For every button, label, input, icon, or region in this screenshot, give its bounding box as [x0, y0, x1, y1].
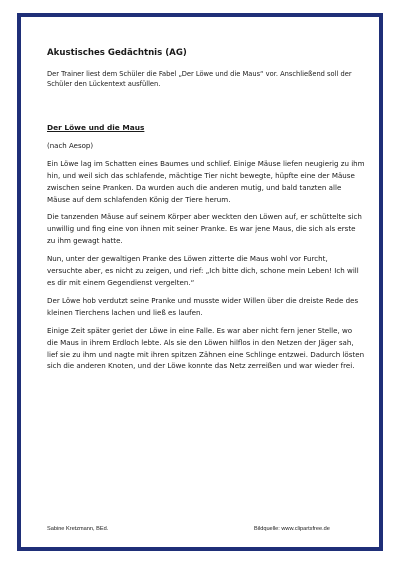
document-body [47, 48, 365, 378]
story-paragraph-1: Ein Löwe lag im Schatten eines Baumes und schlief. Einige Mäuse liefen neugierig zu ihm hin, und weil sich das schlafende, mächtige Tier nicht bewegte, hüpfte eine der Mäuse zwischen seine Pranken. Da wurden auch die anderen mutig, und bald tanzten alle Mäuse auf dem schlafenden König der Tiere herum. [47, 158, 365, 204]
footer-author: Sabine Kretzmann, BEd. [47, 526, 109, 532]
story-paragraph-4: Der Löwe hob verdutzt seine Pranke und musste wider Willen über die dreiste Rede des kleinen Tierchens lachen und ließ es laufen. [47, 295, 359, 317]
story-title: Der Löwe und die Maus [47, 122, 145, 132]
story-paragraph-5: Einige Zeit später geriet der Löwe in eine Falle. Es war aber nicht fern jener Stelle, wo die Maus in ihrem Erdloch lebte. Als sie den Löwen hilflos in den Netzen der Jäger sah, lief sie zu ihm und nagte mit ihren spitzen Zähnen eine Schlinge entzwei. Dadurch lösten sich die anderen Knoten, und der Löwe konnte das Netz zerreißen und war wieder frei. [47, 325, 365, 371]
worksheet-heading: Akustisches Gedächtnis (AG) [47, 48, 187, 58]
footer-image-source: Bildquelle: www.clipartsfree.de [254, 526, 330, 532]
story-paragraph-2: Die tanzenden Mäuse auf seinem Körper aber weckten den Löwen auf, er schüttelte sich unwillig und fing eine von ihnen mit seiner Pranke. Es war jene Maus, die sich als erste zu ihm gewagt hatte. [47, 212, 362, 246]
story-source: (nach Aesop) [47, 141, 94, 150]
story-paragraph-3: Nun, unter der gewaltigen Pranke des Löwen zitterte die Maus wohl vor Furcht, versuchte aber, es nicht zu zeigen, und rief: „Ich bitte dich, schone mein Leben! Ich will es dir mit einem Gegendienst vergelten.“ [47, 254, 359, 287]
instructions-text: Der Trainer liest dem Schüler die Fabel „Der Löwe und die Maus“ vor. Anschließend soll der Schüler den Lückentext ausfüllen. [47, 70, 352, 89]
